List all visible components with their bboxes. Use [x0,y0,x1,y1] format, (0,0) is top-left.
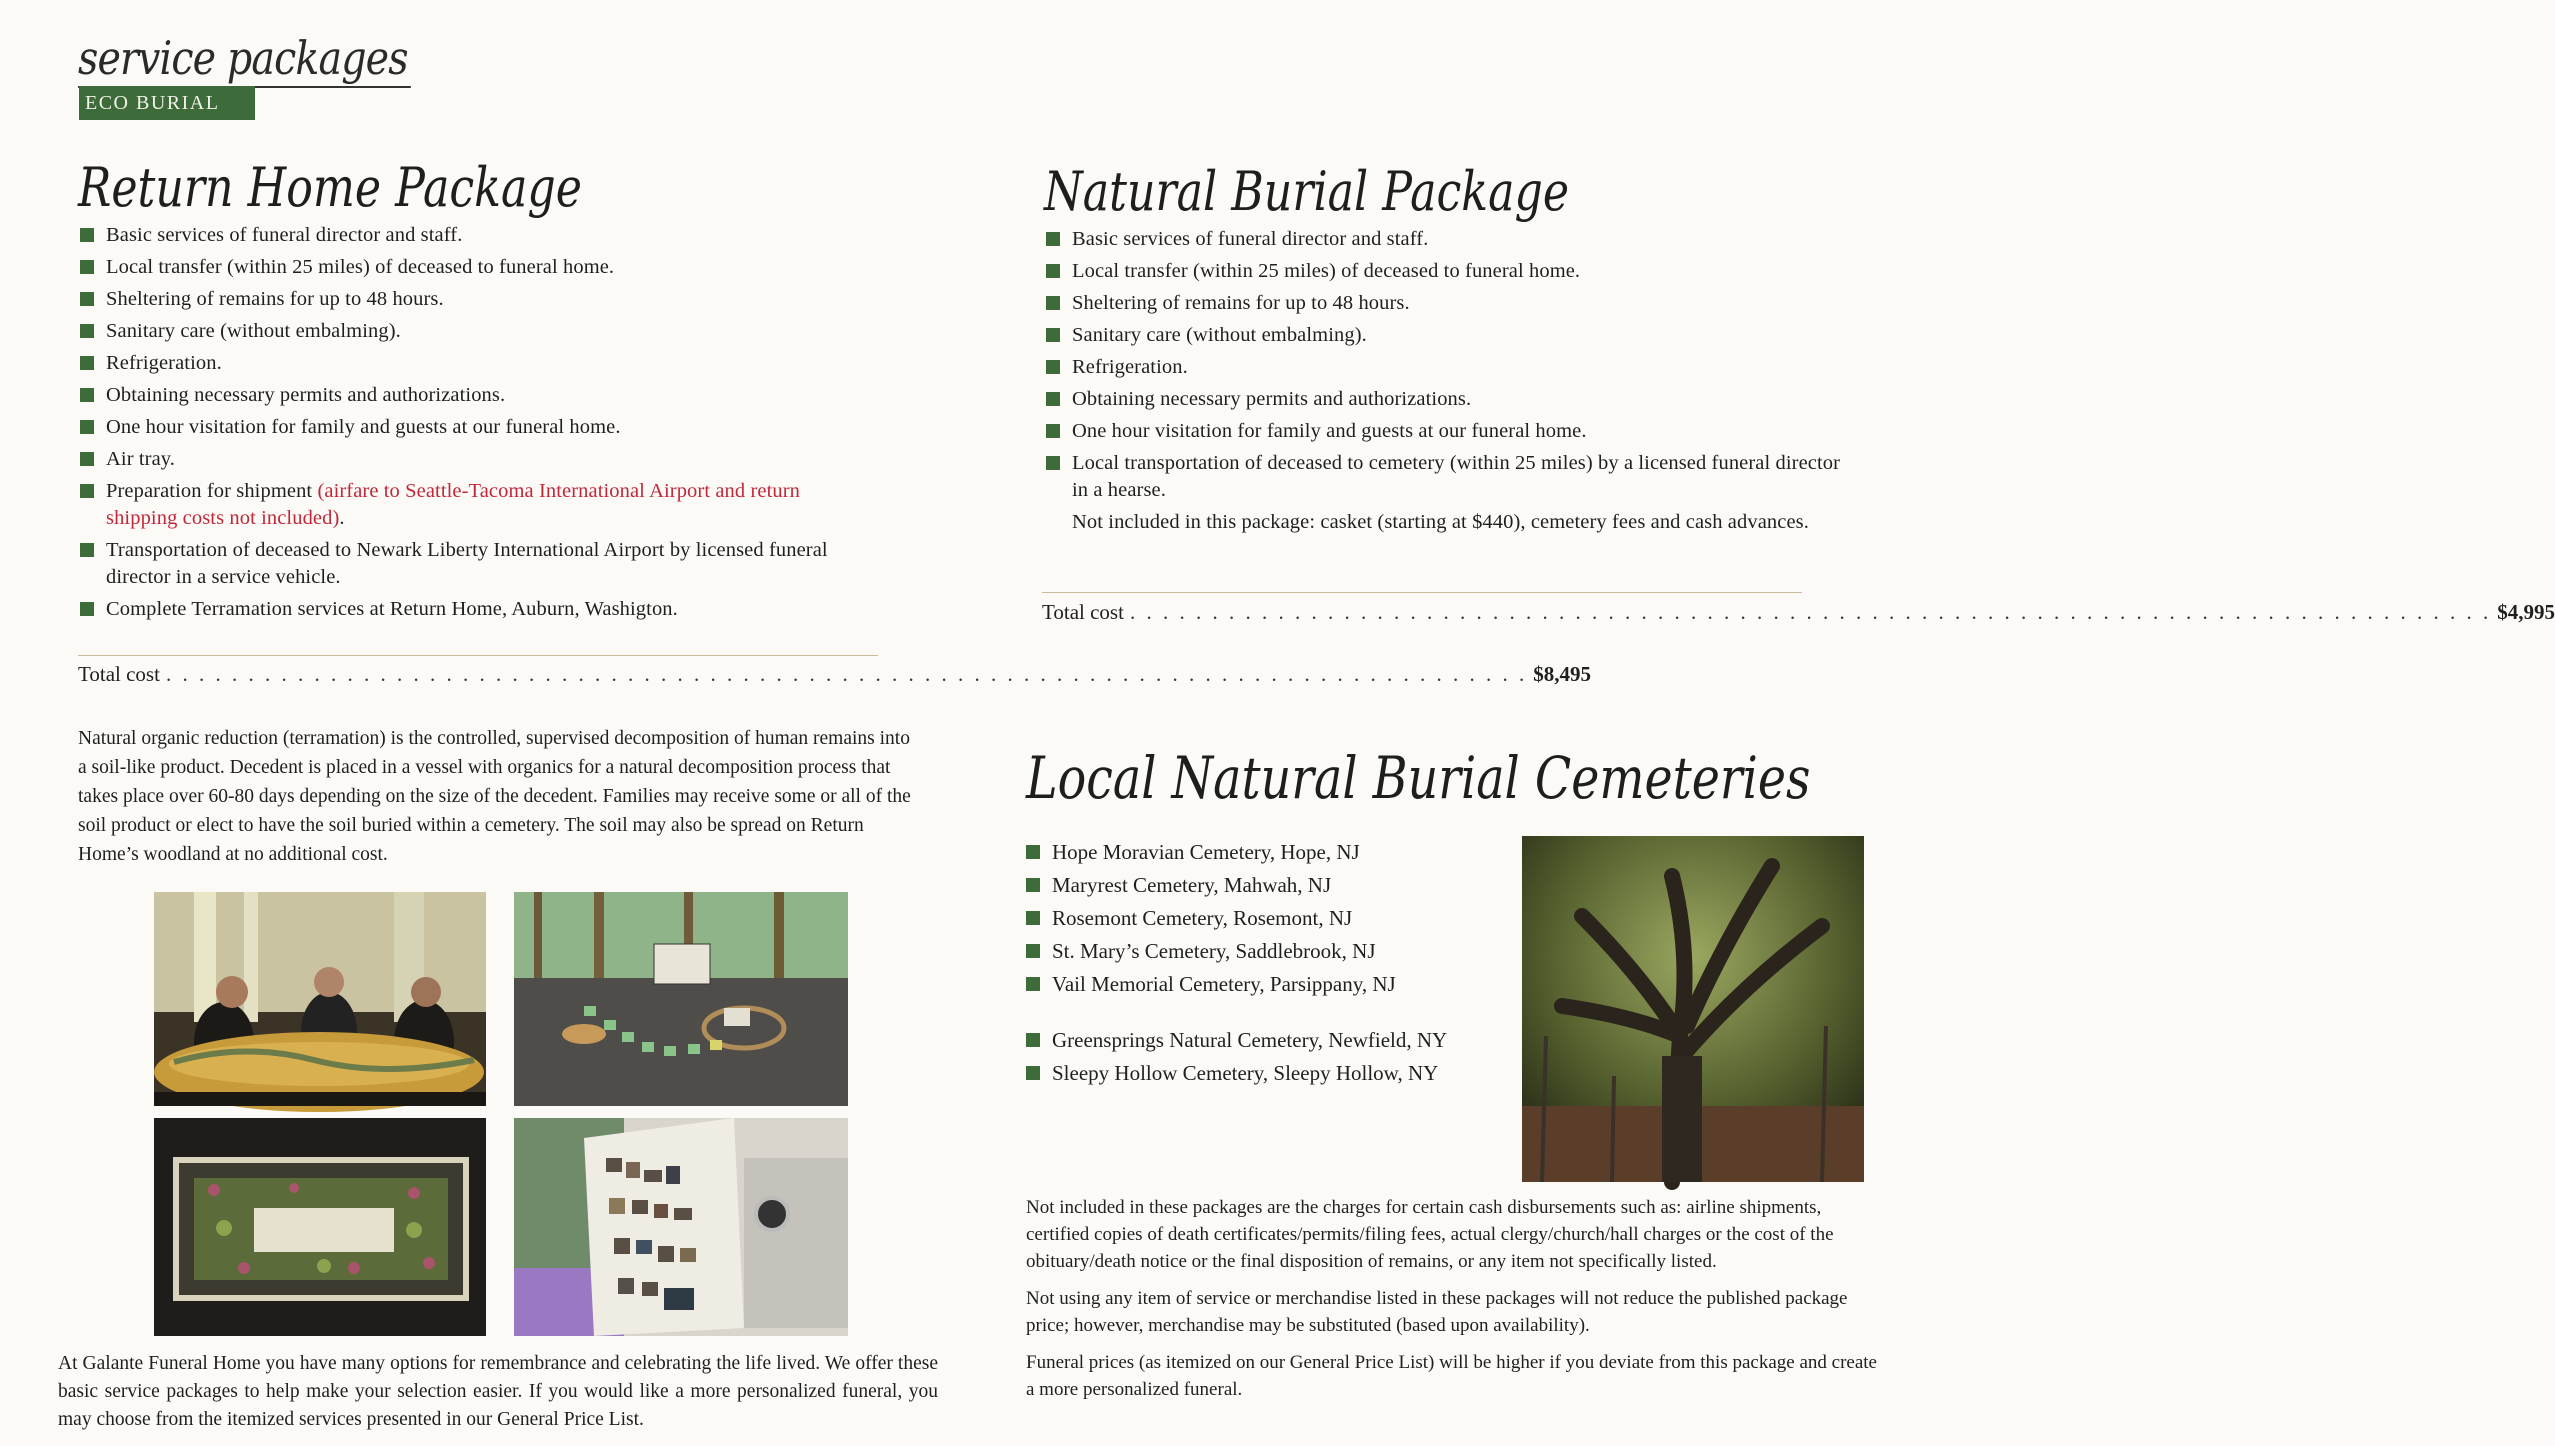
bullet-square-icon [1046,264,1060,278]
list-item [80,382,870,409]
list-item [1046,226,1846,253]
fine-print-paragraph: Not included in these packages are the charges for certain cash disbursements such as: airline shipments, certified copies of death certificates/permits/filing fees, actual clergy/church/hall charges or the cost of the obituary/death notice or the final disposition of remains, or any item not specifically listed. [1026,1197,1834,1272]
photo-terramation-vessel [154,1118,486,1336]
divider [78,655,878,656]
closing-statement: At Galante Funeral Home you have many options for remembrance and celebrating the life lived. We offer these basic service packages to help make your selection easier. If you would like a more personalized funeral, you may choose from the itemized services presented in our General Price List. [58,1353,938,1430]
bullet-square-icon [1026,878,1040,892]
bullet-square-icon [1026,944,1040,958]
return-home-list [80,222,870,628]
bullet-square-icon [80,602,94,616]
return-home-total [78,662,1591,687]
item-text: Air tray. [106,448,176,470]
bullet-square-icon [80,420,94,434]
cemetery-item [1026,904,1476,932]
section-title: service packages [78,30,411,88]
bullet-square-icon [1046,360,1060,374]
bullet-square-icon [1046,392,1060,406]
list-item [80,318,870,345]
list-item [80,222,870,249]
list-item [80,446,870,473]
cemetery-name: Hope Moravian Cemetery, Hope, NJ [1052,840,1360,864]
cemetery-item [1026,970,1476,998]
bullet-square-icon [1046,424,1060,438]
list-item [1046,450,1846,504]
list-item [1046,290,1846,317]
item-text: Sheltering of remains for up to 48 hours. [1072,292,1410,314]
eco-burial-badge: ECO BURIAL [79,86,255,120]
item-text: One hour visitation for family and guests at our funeral home. [106,416,621,438]
item-text: Obtaining necessary permits and authorizations. [106,384,506,406]
cemetery-name: St. Mary’s Cemetery, Saddlebrook, NJ [1052,939,1376,963]
bullet-square-icon [1046,296,1060,310]
photo-woodland-tree [1522,836,1864,1182]
bullet-square-icon [80,388,94,402]
item-text: Refrigeration. [1072,356,1188,378]
total-price: $4,995 [2497,600,2555,624]
natural-burial-list [1046,226,1846,541]
photo-memory-wall [514,1118,848,1336]
list-item [1046,354,1846,381]
bullet-square-icon [80,260,94,274]
cemetery-list [1026,838,1476,1092]
item-text: Complete Terramation services at Return Home, Auburn, Washigton. [106,598,678,620]
list-item [80,478,870,532]
list-item [1046,258,1846,285]
cemetery-item [1026,838,1476,866]
photo-ceremony [154,892,486,1106]
leader-dots: . . . . . . . . . . . . . . . . . . . . . . . . . . . . . . . . . . . . . . . . . . . . . . . . . . . . . . . . . . . . . . . . . . . . . . . . . . . . . . . . . . . [1129,600,2492,624]
cemetery-name: Maryrest Cemetery, Mahwah, NJ [1052,873,1332,897]
item-text: Basic services of funeral director and staff. [1072,228,1429,250]
cemetery-name: Sleepy Hollow Cemetery, Sleepy Hollow, NY [1052,1061,1439,1085]
bullet-square-icon [80,356,94,370]
list-item [1046,386,1846,413]
fine-print [1026,1194,1882,1413]
item-text: Obtaining necessary permits and authorizations. [1072,388,1472,410]
bullet-square-icon [1046,328,1060,342]
item-punct: . [339,507,345,529]
list-item [80,254,870,281]
bullet-square-icon [1026,1033,1040,1047]
item-text: Refrigeration. [106,352,222,374]
bullet-square-icon [1046,232,1060,246]
item-text: Local transfer (within 25 miles) of deceased to funeral home. [1072,260,1581,282]
not-included-text: Not included in this package: casket (starting at $440), cemetery fees and cash advances. [1072,511,1809,533]
cemetery-name: Rosemont Cemetery, Rosemont, NJ [1052,906,1353,930]
bullet-square-icon [80,292,94,306]
fine-print-paragraph: Funeral prices (as itemized on our General Price List) will be higher if you deviate from this package and create a more personalized funeral. [1026,1352,1877,1400]
divider [1042,592,1802,593]
item-text: Local transfer (within 25 miles) of deceased to funeral home. [106,256,615,278]
natural-burial-title: Natural Burial Package [1044,160,1570,223]
natural-burial-total [1042,600,2555,625]
not-included-note [1046,509,1846,536]
item-text: Transportation of deceased to Newark Liberty International Airport by licensed funeral director in a service vehicle. [106,539,828,588]
cemeteries-title: Local Natural Burial Cemeteries [1026,744,1811,812]
item-note: (airfare to Seattle-Tacoma International Airport and return shipping costs not included) [106,480,801,529]
item-text: One hour visitation for family and guests at our funeral home. [1072,420,1587,442]
bullet-square-icon [80,484,94,498]
cemetery-name: Greensprings Natural Cemetery, Newfield, NY [1052,1028,1448,1052]
list-item [80,350,870,377]
bullet-square-icon [1026,845,1040,859]
list-item [80,286,870,313]
item-text: Sanitary care (without embalming). [106,320,401,342]
bullet-square-icon [80,543,94,557]
bullet-square-icon [1046,456,1060,470]
cemetery-item [1026,1059,1476,1087]
bullet-square-icon [80,452,94,466]
item-text: Sheltering of remains for up to 48 hours. [106,288,444,310]
return-home-title: Return Home Package [78,156,582,219]
bullet-square-icon [80,228,94,242]
cemetery-item [1026,1026,1476,1054]
bullet-square-icon [1026,911,1040,925]
item-text: Sanitary care (without embalming). [1072,324,1367,346]
item-text: Basic services of funeral director and staff. [106,224,463,246]
bullet-square-icon [80,324,94,338]
list-item [1046,322,1846,349]
list-item [80,537,870,591]
total-label: Total cost [1042,600,1124,624]
bullet-square-icon [1026,977,1040,991]
cemetery-item [1026,937,1476,965]
item-text: Preparation for shipment [106,480,318,502]
photo-vessel-display [514,892,848,1106]
cemetery-item [1026,871,1476,899]
list-item [80,414,870,441]
terramation-description: Natural organic reduction (terramation) is the controlled, supervised decomposition of human remains into a soil-like product. Decedent is placed in a vessel with organics for a natural decomposition process that takes place over 60-80 days depending on the size of the decedent. Families may receive some or all of the soil product or elect to have the soil buried within a cemetery. The soil may also be spread on Return Home’s woodland at no additional cost. [78,728,911,865]
list-item [80,596,870,623]
right-page [960,0,2555,1446]
total-price: $8,495 [1533,662,1591,686]
total-label: Total cost [78,662,160,686]
cemetery-name: Vail Memorial Cemetery, Parsippany, NJ [1052,972,1396,996]
leader-dots: . . . . . . . . . . . . . . . . . . . . . . . . . . . . . . . . . . . . . . . . . . . . . . . . . . . . . . . . . . . . . . . . . . . . . . . . . . . . . . . . . . . [165,662,1528,686]
item-text: Local transportation of deceased to cemetery (within 25 miles) by a licensed funeral director in a hearse. [1072,452,1841,501]
list-item [1046,418,1846,445]
fine-print-paragraph: Not using any item of service or merchandise listed in these packages will not reduce the published package price; however, merchandise may be substituted (based upon availability). [1026,1288,1848,1336]
bullet-square-icon [1026,1066,1040,1080]
